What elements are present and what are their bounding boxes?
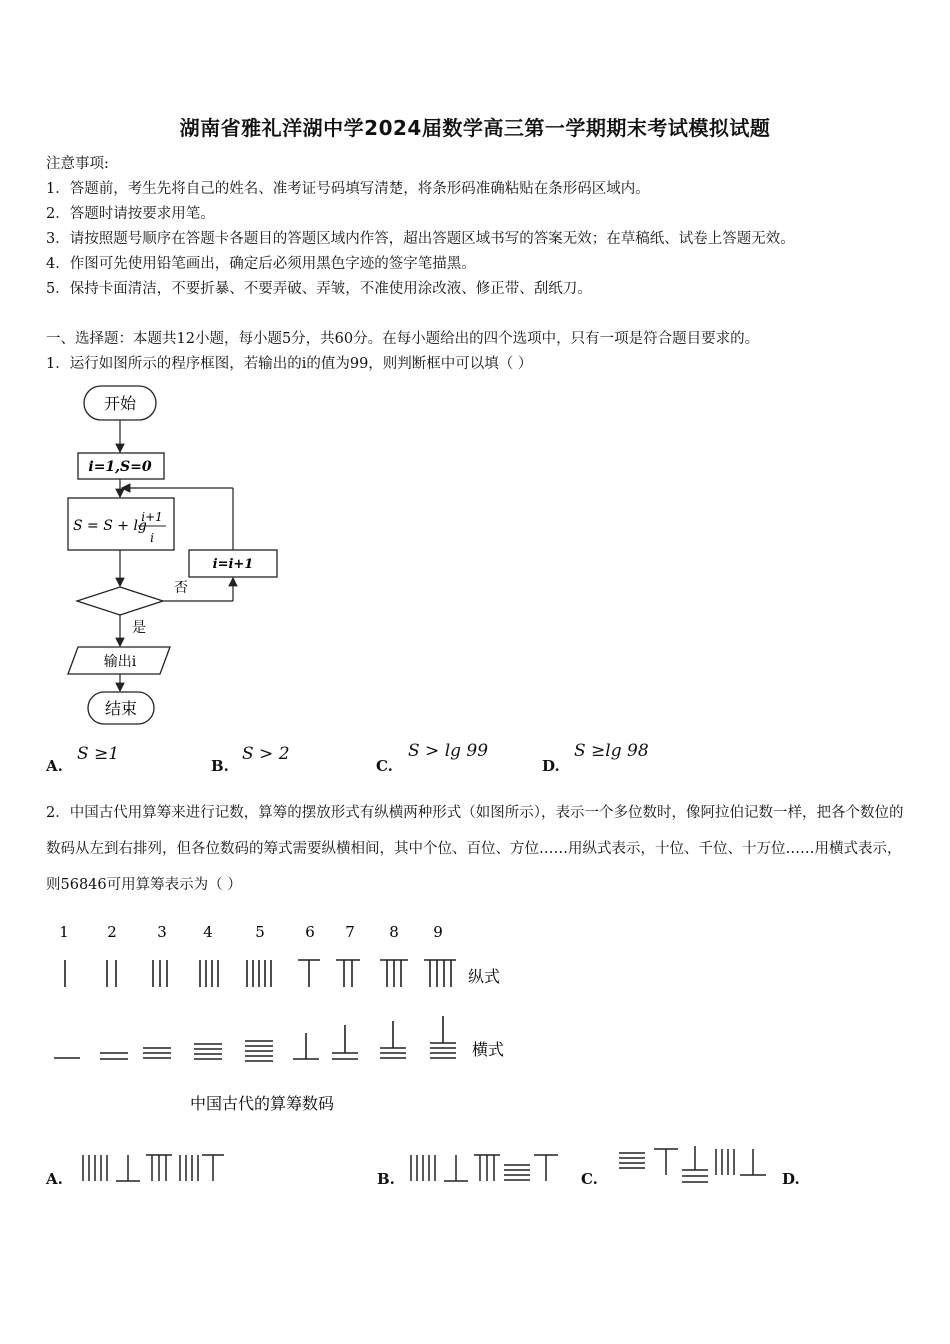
flow-decision-node	[77, 587, 163, 615]
question-2-stem: 2．中国古代用算筹来进行记数，算筹的摆放形式有纵横两种形式（如图所示），表示一个多位数时，像阿拉伯记数一样，把各个数位的数码从左到右排列，但各位数码的筹式需要纵横相间，其中个位、百位、方位……用纵式表示，十位、千位、十万位……用横式表示，则56846可用算筹表示为（ ）	[46, 805, 904, 893]
note-item: 3．请按照题号顺序在答题卡各题目的答题区域内作答，超出答题区域书写的答案无效；在草稿纸、试卷上答题无效。	[46, 231, 795, 247]
note-item: 5．保持卡面清洁，不要折暴、不要弄破、弄皱，不准使用涂改液、修正带、刮纸刀。	[46, 281, 592, 297]
flow-no-label: 否	[174, 580, 188, 596]
q1-option-b-label[interactable]: B.	[211, 757, 229, 775]
flow-init-label: i=1,S=0	[88, 459, 152, 475]
flow-output-label: 输出i	[103, 654, 137, 670]
note-item: 1．答题前，考生先将自己的姓名、准考证号码填写清楚，将条形码准确粘贴在条形码区域内。	[46, 181, 650, 197]
rod-digit: 7	[345, 923, 355, 941]
rod-digit: 4	[203, 923, 213, 941]
note-item: 4．作图可先使用铅笔画出，确定后必须用黑色字迹的签字笔描黑。	[46, 256, 476, 272]
flow-update-label: S = S + lg	[73, 518, 147, 534]
rod-digit: 8	[389, 923, 399, 941]
q1-option-c-label[interactable]: C.	[376, 757, 393, 775]
horizontal-form-label: 横式	[472, 1040, 505, 1059]
q1-option-a-expr: S ≥1	[77, 744, 120, 764]
q2-option-a-rods	[78, 1150, 228, 1186]
q1-option-c-expr: S > lg 99	[408, 741, 489, 761]
q2-option-a-label[interactable]: A.	[46, 1170, 63, 1188]
rod-digit: 3	[157, 923, 167, 941]
flow-end-label: 结束	[104, 699, 138, 718]
flow-frac-num: i+1	[141, 510, 163, 524]
q2-option-b-rods	[406, 1150, 564, 1186]
q1-option-d-label[interactable]: D.	[542, 757, 560, 775]
notes-heading: 注意事项:	[46, 156, 109, 172]
q2-option-c-label[interactable]: C.	[581, 1170, 598, 1188]
rod-digit: 2	[107, 923, 117, 941]
q2-option-d-label[interactable]: D.	[782, 1170, 800, 1188]
q1-option-a-label[interactable]: A.	[46, 757, 63, 775]
rod-digit: 1	[59, 923, 69, 941]
counting-rods-figure	[40, 915, 540, 1120]
rod-digit: 6	[305, 923, 315, 941]
flow-frac-den: i	[150, 531, 154, 545]
note-item: 2．答题时请按要求用笔。	[46, 206, 215, 222]
flow-start-label: 开始	[103, 394, 137, 413]
figure-caption: 中国古代的算筹数码	[189, 1094, 335, 1113]
q1-option-d-expr: S ≥lg 98	[574, 741, 649, 761]
section-heading: 一、选择题：本题共12小题，每小题5分，共60分。在每小题给出的四个选项中，只有一项是符合题目要求的。	[46, 331, 760, 347]
flow-increment-label: i=i+1	[212, 557, 254, 572]
rod-digit: 9	[433, 923, 443, 941]
question-1-stem: 1．运行如图所示的程序框图，若输出的i的值为99，则判断框中可以填（ ）	[46, 356, 533, 372]
flowchart	[60, 382, 290, 732]
horizontal-rods	[54, 1016, 456, 1061]
vertical-form-label: 纵式	[468, 967, 501, 986]
q2-option-b-label[interactable]: B.	[377, 1170, 395, 1188]
q1-option-b-expr: S > 2	[242, 744, 290, 764]
page-title: 湖南省雅礼洋湖中学2024届数学高三第一学期期末考试模拟试题	[179, 116, 771, 140]
rod-digit: 5	[255, 923, 265, 941]
q2-option-c-rods	[614, 1142, 772, 1190]
flow-yes-label: 是	[132, 620, 146, 636]
vertical-rods	[65, 960, 456, 987]
